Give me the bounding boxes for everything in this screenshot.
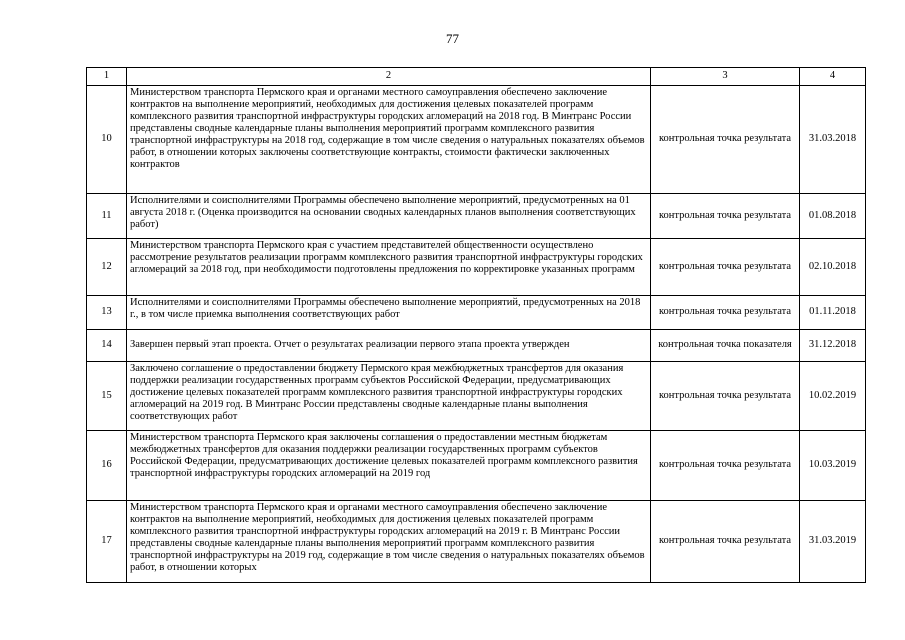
row-description: Заключено соглашение о предоставлении бюджету Пермского края межбюджетных трансфертов для оказания поддержки реализации государственных программ субъектов Российской Федерации, предусматривающих достижение целевых показателей программ комплексного развития транспортной инфраструктуры городских агломераций на 2019 год. В Минтранс России представлены сводные календарные планы выполнения соответствующих работ [127,362,651,431]
row-description: Министерством транспорта Пермского края и органами местного самоуправления обеспечено заключение контрактов на выполнение мероприятий, необходимых для достижения целевых показателей программ комплексного развития транспортной инфраструктуры городских агломераций на 2018 год. В Минтранс России представлены сводные календарные планы выполнения мероприятий программ комплексного развития транспортной инфраструктуры на 2018 год, содержащие в том числе сведения о натуральных показателях объемов работ, в отношении которых заключены соответствующие контракты, стоимости фактически заключенных контрактов [127,86,651,194]
table-row [87,330,866,362]
table-row [87,362,866,431]
row-date: 31.12.2018 [800,330,866,362]
row-number: 11 [87,194,127,239]
row-description: Исполнителями и соисполнителями Программы обеспечено выполнение мероприятий, предусмотренных на 2018 г., в том числе приемка выполнения соответствующих работ [127,296,651,330]
header-cell-3: 3 [651,68,800,86]
row-number: 12 [87,239,127,296]
row-type: контрольная точка результата [651,362,800,431]
row-type: контрольная точка результата [651,431,800,501]
row-number: 15 [87,362,127,431]
row-description: Министерством транспорта Пермского края заключены соглашения о предоставлении местным бюджетам межбюджетных трансфертов для оказания поддержки реализации государственных программ субъектов Российской Федерации, предусматривающих достижение целевых показателей программ комплексного развития транспортной инфраструктуры городских агломераций на 2019 год [127,431,651,501]
row-type: контрольная точка результата [651,501,800,583]
row-number: 14 [87,330,127,362]
header-cell-1: 1 [87,68,127,86]
table-row [87,501,866,583]
row-number: 17 [87,501,127,583]
row-type: контрольная точка результата [651,86,800,194]
table-row [87,194,866,239]
schedule-table [86,67,866,583]
row-description: Министерством транспорта Пермского края и органами местного самоуправления обеспечено заключение контрактов на выполнение мероприятий, необходимых для достижения целевых показателей программ комплексного развития транспортной инфраструктуры городских агломераций на 2019 г. В Минтранс России представлены сводные календарные планы выполнения мероприятий программ комплексного развития транспортной инфраструктуры на 2019 год, содержащие в том числе сведения о натуральных показателях объемов работ, в отношении которых [127,501,651,583]
row-type: контрольная точка результата [651,239,800,296]
table-row [87,296,866,330]
row-type: контрольная точка показателя [651,330,800,362]
table-row [87,86,866,194]
table-header-row [87,68,866,86]
row-number: 10 [87,86,127,194]
row-number: 16 [87,431,127,501]
row-date: 01.08.2018 [800,194,866,239]
row-date: 10.03.2019 [800,431,866,501]
row-description: Исполнителями и соисполнителями Программы обеспечено выполнение мероприятий, предусмотренных на 01 августа 2018 г. (Оценка производится на основании сводных календарных планов выполнения соответствующих работ) [127,194,651,239]
table-row [87,431,866,501]
header-cell-4: 4 [800,68,866,86]
row-date: 02.10.2018 [800,239,866,296]
page-number: 77 [446,31,459,46]
row-type: контрольная точка результата [651,194,800,239]
row-date: 01.11.2018 [800,296,866,330]
row-date: 31.03.2019 [800,501,866,583]
row-type: контрольная точка результата [651,296,800,330]
row-description: Завершен первый этап проекта. Отчет о результатах реализации первого этапа проекта утвержден [127,330,651,362]
header-cell-2: 2 [127,68,651,86]
row-number: 13 [87,296,127,330]
row-date: 31.03.2018 [800,86,866,194]
row-description: Министерством транспорта Пермского края с участием представителей общественности осуществлено рассмотрение результатов реализации программ комплексного развития транспортной инфраструктуры городских агломераций за 2018 год, при необходимости подготовлены предложения по корректировке указанных программ [127,239,651,296]
row-date: 10.02.2019 [800,362,866,431]
table-row [87,239,866,296]
